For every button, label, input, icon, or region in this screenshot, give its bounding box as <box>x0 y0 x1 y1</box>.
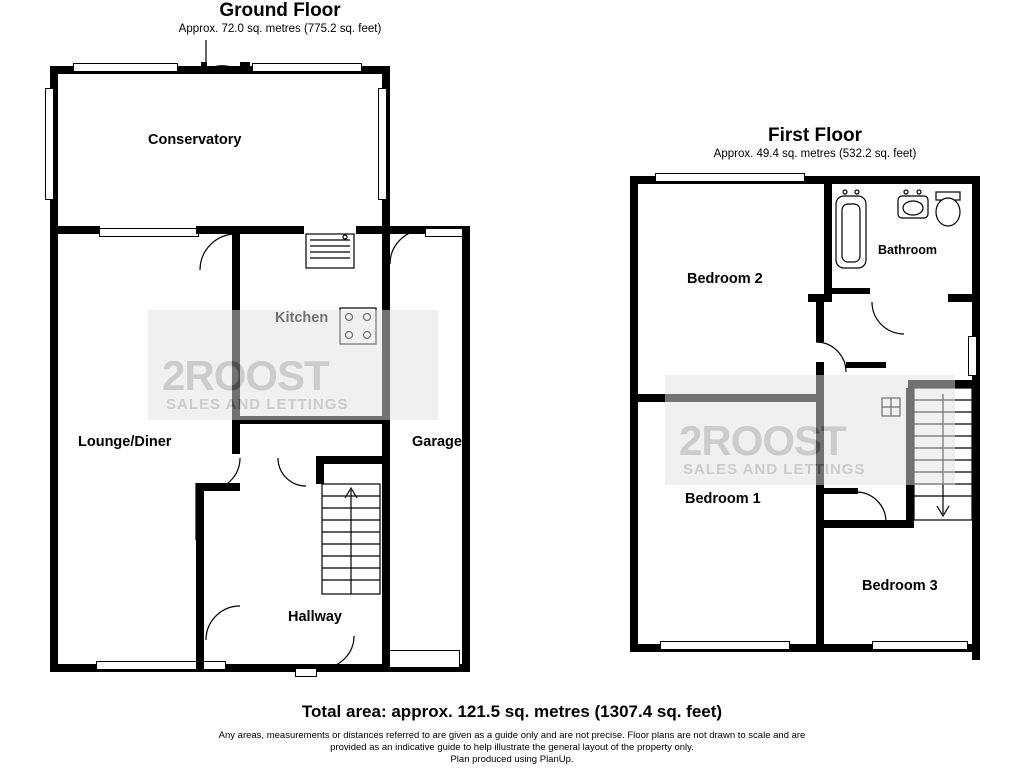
room-label-bedroom-1: Bedroom 1 <box>685 491 761 507</box>
wall-first-left <box>630 176 638 652</box>
watermark-ground <box>148 310 438 420</box>
watermark-first-main: 2ROOST <box>679 417 846 464</box>
window-hallway-bottom <box>295 668 317 677</box>
disclaimer-line-1: Any areas, measurements or distances referred to are given as a guide only and are not precise. Floor plans are not drawn to scale and are <box>218 730 806 741</box>
first-floor-title: First Floor <box>768 125 862 146</box>
wall-bedroom1-bottom-divider <box>816 492 824 652</box>
window-conservatory-right <box>378 88 387 200</box>
room-label-lounge-diner: Lounge/Diner <box>78 434 172 450</box>
ground-floor-title: Ground Floor <box>219 0 341 21</box>
window-conservatory-top-right <box>252 63 362 72</box>
wall-house-left <box>50 226 58 672</box>
watermark-ground-sub: SALES AND LETTINGS <box>166 396 349 413</box>
wall-bedroom3-top <box>824 520 914 528</box>
wall-bedroom2-bathroom <box>824 184 832 302</box>
wall-hall-divider-lower <box>196 483 204 672</box>
wall-landing-left <box>816 302 824 342</box>
room-label-garage: Garage <box>412 434 462 450</box>
window-bedroom2-top <box>655 173 805 182</box>
window-bedroom1-bottom <box>660 641 790 650</box>
room-label-conservatory: Conservatory <box>148 132 242 148</box>
wall-hall-step-h <box>316 456 382 464</box>
wall-first-right-lower <box>972 380 980 660</box>
window-lounge-bottom <box>96 661 226 670</box>
room-label-bathroom: Bathroom <box>878 243 938 257</box>
room-label-bedroom-3: Bedroom 3 <box>862 578 938 594</box>
wall-garage-right <box>462 226 470 672</box>
watermark-first-sub: SALES AND LETTINGS <box>683 461 866 478</box>
wall-landing-top <box>808 294 832 302</box>
first-floor-subtitle: Approx. 49.4 sq. metres (532.2 sq. feet) <box>713 148 917 160</box>
total-area-text: Total area: approx. 121.5 sq. metres (1307.4 sq. feet) <box>301 702 723 721</box>
window-bedroom3-bottom <box>872 641 968 650</box>
window-conservatory-left <box>45 88 54 200</box>
wall-hall-divider <box>232 424 240 454</box>
wall-kitchen-back <box>196 226 304 234</box>
wall-lounge-hall-bottom <box>196 483 240 491</box>
disclaimer-line-2: provided as an indicative guide to help illustrate the general layout of the property only. <box>330 742 694 753</box>
watermark-first <box>665 375 955 485</box>
window-bathroom-right <box>968 336 977 376</box>
window-garage-door <box>388 650 460 668</box>
wall-bathroom-bottom <box>948 294 980 302</box>
room-label-bedroom-2: Bedroom 2 <box>687 271 763 287</box>
room-label-hallway: Hallway <box>288 609 342 625</box>
window-conservatory-top-left <box>73 63 178 72</box>
wall-kitchen-back-right <box>356 226 390 234</box>
window-kitchen-back <box>99 228 199 237</box>
disclaimer-line-3: Plan produced using PlanUp. <box>450 754 574 765</box>
ground-floor-subtitle: Approx. 72.0 sq. metres (775.2 sq. feet) <box>178 23 382 35</box>
watermark-ground-main: 2ROOST <box>162 352 329 399</box>
wall-garage-left <box>382 234 390 672</box>
